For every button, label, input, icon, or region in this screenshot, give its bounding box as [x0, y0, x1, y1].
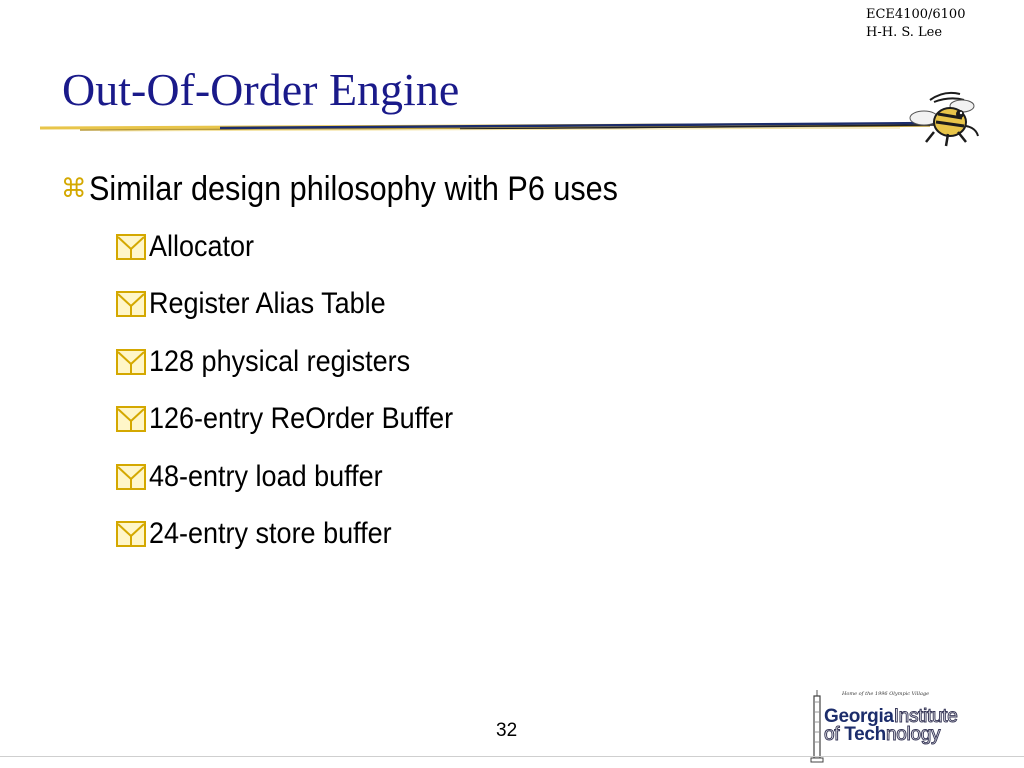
- title-underline: [40, 116, 940, 138]
- bullet-list: [62, 160, 680, 563]
- yellow-jacket-mascot-icon: [904, 88, 984, 152]
- sub-bullet-text: 126-entry ReOrder Buffer: [149, 402, 454, 436]
- bottom-divider: [0, 756, 1024, 757]
- sub-bullet-item: [116, 391, 680, 449]
- logo-tech: Tech: [844, 724, 886, 745]
- logo-institute: Institute: [893, 706, 958, 727]
- sub-bullet-text: 24-entry store buffer: [149, 517, 392, 551]
- sub-bullet-item: [116, 506, 680, 564]
- sub-bullet-item: [116, 448, 680, 506]
- main-bullet: [62, 160, 618, 218]
- slide-title: Out-Of-Order Engine: [62, 64, 460, 115]
- sub-bullet-item: [116, 218, 680, 276]
- sub-bullet-text: Allocator: [149, 229, 255, 263]
- main-bullet-text: Similar design philosophy with P6 uses: [89, 169, 618, 208]
- author-name: H-H. S. Lee: [866, 25, 943, 40]
- course-info: [866, 6, 965, 42]
- course-code: ECE4100/6100: [866, 7, 966, 22]
- checkbox-y-icon: [116, 464, 146, 490]
- sub-bullet-text: Register Alias Table: [149, 287, 386, 321]
- logo-nology: nology: [885, 724, 941, 745]
- sub-bullet-item: [116, 276, 680, 334]
- logo-line-2: [824, 724, 940, 746]
- checkbox-y-icon: [116, 349, 146, 375]
- logo-of: of: [824, 724, 845, 745]
- page-number: 32: [496, 720, 518, 741]
- sub-bullet-group: [62, 218, 680, 563]
- sub-bullet-text: 48-entry load buffer: [149, 459, 383, 493]
- sub-bullet-item: [116, 333, 680, 391]
- checkbox-y-icon: [116, 234, 146, 260]
- checkbox-y-icon: [116, 291, 146, 317]
- logo-tagline: Home of the 1996 Olympic Village: [842, 691, 930, 697]
- sub-bullet-text: 128 physical registers: [149, 344, 411, 378]
- checkbox-y-icon: [116, 406, 146, 432]
- checkbox-y-icon: [116, 521, 146, 547]
- command-key-icon: ⌘: [60, 174, 87, 204]
- logo-georgia: Georgia: [824, 706, 894, 727]
- sub-bullet-list: [62, 218, 680, 563]
